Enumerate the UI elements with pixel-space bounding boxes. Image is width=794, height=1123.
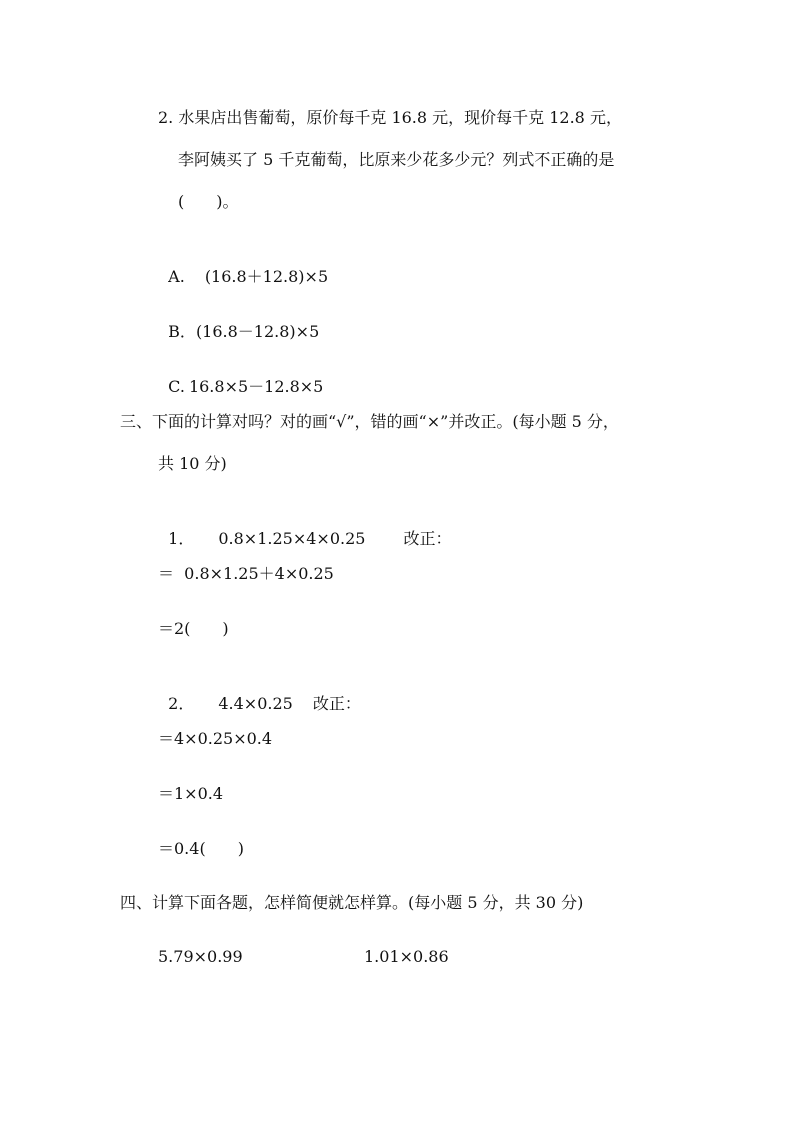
problem-1-number: 1． [168, 529, 195, 548]
problem-2-expression: 4.4×0.25 [218, 694, 293, 713]
problem-1-expression: 0.8×1.25×4×0.25 [218, 529, 366, 548]
question-2-line-2: 李阿姨买了 5 千克葡萄，比原来少花多少元？列式不正确的是 [178, 150, 615, 169]
question-2-answer-blank: ( )。 [178, 192, 239, 211]
option-c [158, 357, 323, 397]
problem-2-step-1: ＝4×0.25×0.4 [158, 729, 273, 748]
problem-2-step-2: ＝1×0.4 [158, 784, 224, 803]
exercise-1: 5.79×0.99 [158, 947, 243, 966]
option-b [158, 302, 319, 342]
problem-1-step-1: ＝ 0.8×1.25＋4×0.25 [158, 564, 334, 583]
problem-2-fix-label: 改正： [312, 694, 361, 713]
option-b-expression: (16.8－12.8)×5 [195, 322, 320, 341]
option-c-label: C. [168, 377, 185, 396]
section-3-heading-line-2: 共 10 分) [158, 454, 227, 473]
option-c-expression: 16.8×5－12.8×5 [188, 377, 324, 396]
section-3-heading-line-1: 三、下面的计算对吗？对的画“√”，错的画“×”并改正。(每小题 5 分， [120, 412, 619, 431]
option-a-expression: (16.8＋12.8)×5 [204, 267, 329, 286]
question-2-line-1: 2. 水果店出售葡萄，原价每千克 16.8 元，现价每千克 12.8 元， [158, 108, 622, 127]
problem-2 [158, 674, 361, 714]
problem-1-step-2: ＝2( ) [158, 619, 229, 638]
option-a-label: A. [168, 267, 185, 286]
problem-2-step-3: ＝0.4( ) [158, 839, 244, 858]
problem-2-number: 2． [168, 694, 195, 713]
option-b-label: B． [168, 322, 196, 341]
problem-1-fix-label: 改正： [403, 529, 452, 548]
problem-1 [158, 509, 451, 549]
option-a [158, 247, 328, 287]
section-4-heading: 四、计算下面各题，怎样简便就怎样算。(每小题 5 分，共 30 分) [120, 893, 584, 912]
exercise-2: 1.01×0.86 [364, 947, 449, 966]
